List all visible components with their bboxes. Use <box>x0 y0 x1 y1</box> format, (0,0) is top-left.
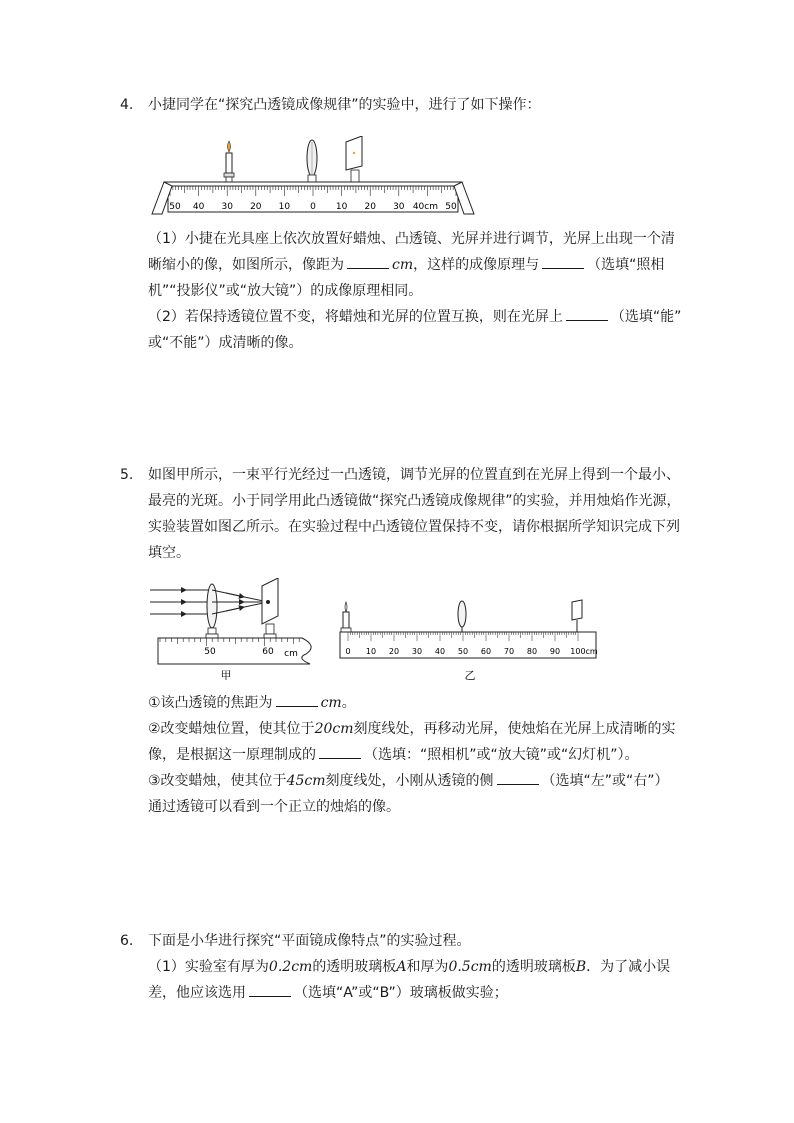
stem-line-1: 如图甲所示，一束平行光经过一凸透镜，调节光屏的位置直到在光屏上得到一个最小、 <box>148 467 680 483</box>
answer-blank[interactable] <box>542 254 584 269</box>
part-1-line-2: 差，他应该选用 （选填“A”或“B”）玻璃板做实验； <box>148 980 695 1006</box>
part-2-line-1: ②改变蜡烛位置，使其位于20cm刻度线处，再移动光屏，使烛焰在光屏上成清晰的实 <box>148 721 676 737</box>
unit-label: cm <box>284 649 298 659</box>
ruler-label: 90 <box>549 647 561 656</box>
ruler-label: 50 <box>457 647 469 656</box>
stem-line-3: 实验装置如图乙所示。在实验过程中凸透镜位置保持不变，请你根据所学知识完成下列 <box>148 519 680 535</box>
scale-label: 20 <box>250 202 262 212</box>
optical-bench-figure <box>150 136 480 220</box>
answer-blank[interactable] <box>566 306 608 321</box>
answer-blank[interactable] <box>319 744 361 759</box>
question-stem: 下面是小华进行探究“平面镜成像特点”的实验过程。 <box>148 933 471 949</box>
part-2-line-2: 或“不能”）成清晰的像。 <box>148 335 303 351</box>
stem-line-2: 最亮的光斑。小于同学用此凸透镜做“探究凸透镜成像规律”的实验，并用烛焰作光源， <box>148 493 681 509</box>
question-stem: 小捷同学在“探究凸透镜成像规律”的实验中，进行了如下操作： <box>148 97 541 113</box>
scale-label: 50 <box>445 202 457 212</box>
question-number: 6. <box>120 933 134 949</box>
ruler-label: 30 <box>411 647 423 656</box>
figure-yi <box>336 598 600 698</box>
question-6 <box>120 928 695 1006</box>
ruler-label: 60 <box>480 647 492 656</box>
scale-label: 30 <box>393 202 405 212</box>
ruler-label: 20 <box>388 647 400 656</box>
stem-line-4: 填空。 <box>148 545 190 561</box>
question-5-parts <box>120 690 695 820</box>
scale-label: 10 <box>335 202 348 212</box>
part-1: ①该凸透镜的焦距为 cm。 <box>148 690 695 716</box>
light-screen <box>572 600 582 620</box>
figure-jia <box>146 578 321 680</box>
question-4-parts <box>120 226 695 356</box>
convex-lens <box>307 140 317 182</box>
answer-blank[interactable] <box>347 254 389 269</box>
ruler-label: 10 <box>365 647 377 656</box>
tick-label: 50 <box>204 647 216 657</box>
tick-label: 60 <box>262 647 274 657</box>
light-screen <box>346 136 362 182</box>
ruler-label: 80 <box>526 647 538 656</box>
part-2-line-2: 像，是根据这一原理制成的 （选填：“照相机”或“放大镜”或“幻灯机”）。 <box>148 742 695 768</box>
figure-caption: 乙 <box>464 669 476 682</box>
figure-caption: 甲 <box>220 669 232 680</box>
ruler-label: 70 <box>503 647 515 656</box>
ruler-label: 100cm <box>570 647 598 656</box>
candle <box>341 602 351 632</box>
question-number: 4. <box>120 97 134 113</box>
ruler-label: 0 <box>345 647 351 656</box>
question-4 <box>120 92 695 118</box>
convex-lens <box>458 601 466 627</box>
part-3-line-2: 通过透镜可以看到一个正立的烛焰的像。 <box>148 799 400 815</box>
part-1-line-2: 晰缩小的像，如图所示，像距为 cm，这样的成像原理与 （选填“照相 <box>148 252 695 278</box>
answer-blank[interactable] <box>276 692 318 707</box>
answer-blank[interactable] <box>249 982 291 997</box>
part-1-line-3: 机”“投影仪”或“放大镜”）的成像原理相同。 <box>148 283 423 299</box>
part-3-line-1: ③改变蜡烛，使其位于45cm刻度线处，小刚从透镜的侧 （选填“左”或“右”） <box>148 768 695 794</box>
candle <box>224 141 234 182</box>
scale-label: 20 <box>364 202 376 212</box>
ruler-label: 40 <box>434 647 446 656</box>
scale-label: 40 <box>192 202 205 212</box>
scale-label: 50 <box>169 202 181 212</box>
part-1-line-1: （1）实验室有厚为0.2cm的透明玻璃板A和厚为0.5cm的透明玻璃板B．为了减小误 <box>148 959 671 975</box>
scale-label: 30 <box>221 202 233 212</box>
scale-label: 10 <box>278 202 291 212</box>
question-number: 5. <box>120 467 134 483</box>
scale-label: 40cm <box>412 202 438 212</box>
question-5 <box>120 462 695 566</box>
part-2-line-1: （2）若保持透镜位置不变，将蜡烛和光屏的位置互换，则在光屏上 （选填“能” <box>148 304 695 330</box>
scale-label: 0 <box>310 202 316 212</box>
answer-blank[interactable] <box>497 770 539 785</box>
light-screen <box>262 578 278 624</box>
part-1-line-1: （1）小捷在光具座上依次放置好蜡烛、凸透镜、光屏并进行调节，光屏上出现一个清 <box>148 231 675 247</box>
